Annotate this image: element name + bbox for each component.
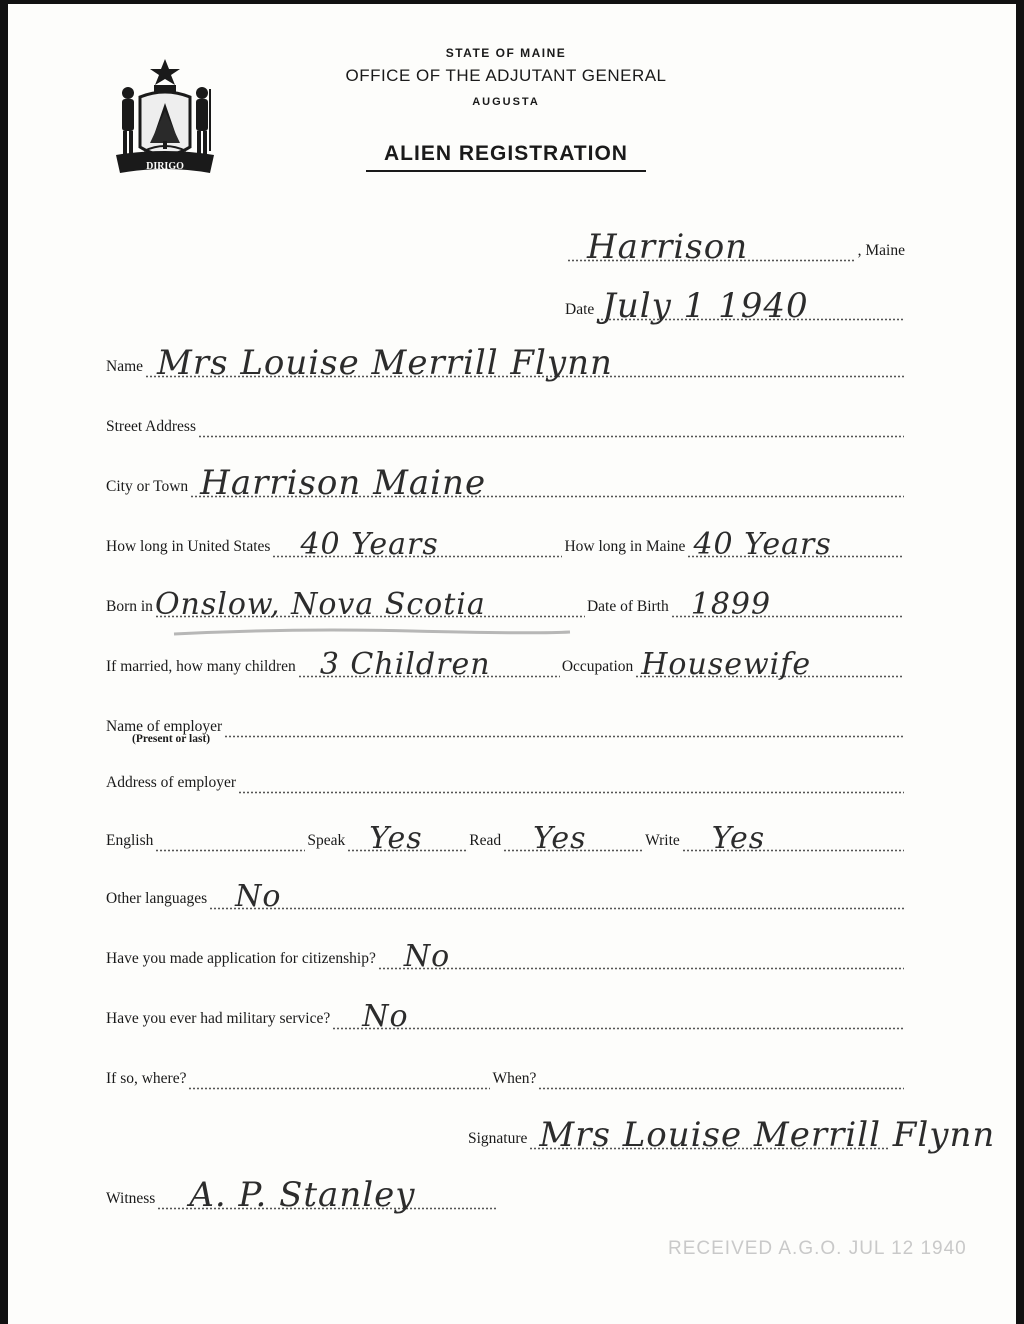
form-title: ALIEN REGISTRATION <box>384 142 628 165</box>
if-so-where-field[interactable] <box>188 1068 490 1090</box>
employer-address-field[interactable] <box>238 772 904 794</box>
pencil-underline <box>172 626 572 638</box>
speak-field[interactable] <box>347 821 467 856</box>
english-field <box>155 830 305 852</box>
town-label: , Maine <box>857 242 905 259</box>
how-long-maine-value: 40 Years <box>693 527 832 562</box>
date-row <box>565 286 905 326</box>
received-stamp: RECEIVED A.G.O. JUL 12 1940 <box>668 1238 967 1259</box>
date-of-birth-field[interactable] <box>671 587 904 622</box>
english-label: English <box>106 832 154 849</box>
witness-value: A. P. Stanley <box>189 1175 416 1215</box>
citizenship-label: Have you made application for citizenship? <box>106 950 376 967</box>
street-address-row <box>106 412 906 438</box>
employer-name-label: Name of employer <box>106 718 223 735</box>
name-row <box>106 343 906 383</box>
city-value: Harrison Maine <box>200 463 487 503</box>
scan-edge-right <box>1016 0 1024 1324</box>
maine-state-seal-icon <box>110 55 220 180</box>
military-row <box>106 999 906 1034</box>
born-in-label: Born in <box>106 598 153 615</box>
city-field[interactable] <box>190 463 904 503</box>
employer-name-row <box>106 712 906 738</box>
witness-row <box>106 1175 498 1215</box>
scan-edge-top <box>0 0 1024 4</box>
read-field[interactable] <box>503 821 643 856</box>
write-label: Write <box>645 832 680 849</box>
title-underline <box>366 170 646 172</box>
date-label: Date <box>565 301 595 318</box>
when-field[interactable] <box>538 1068 904 1090</box>
read-value: Yes <box>533 821 587 856</box>
read-label: Read <box>469 832 502 849</box>
scan-edge-left <box>0 0 8 1324</box>
military-field[interactable] <box>332 999 904 1034</box>
how-long-maine-field[interactable] <box>687 527 904 562</box>
when-label: When? <box>492 1070 537 1087</box>
date-field[interactable] <box>596 286 903 326</box>
children-value: 3 Children <box>319 647 491 682</box>
street-address-label: Street Address <box>106 418 196 435</box>
signature-row <box>468 1115 1008 1155</box>
write-value: Yes <box>711 821 766 856</box>
military-label: Have you ever had military service? <box>106 1010 331 1027</box>
born-in-value: Onslow, Nova Scotia <box>154 587 486 622</box>
citizenship-row <box>106 939 906 974</box>
residence-row <box>106 527 906 562</box>
name-value: Mrs Louise Merrill Flynn <box>157 343 613 383</box>
other-languages-label: Other languages <box>106 890 208 907</box>
english-row <box>106 821 906 856</box>
other-languages-row <box>106 879 906 914</box>
family-row <box>106 647 906 682</box>
town-value: Harrison <box>587 227 749 267</box>
date-of-birth-value: 1899 <box>690 587 772 622</box>
signature-value: Mrs Louise Merrill Flynn <box>539 1115 996 1155</box>
signature-field[interactable] <box>529 1115 996 1155</box>
speak-label: Speak <box>307 832 346 849</box>
witness-field[interactable] <box>157 1175 496 1215</box>
name-field[interactable] <box>145 343 904 383</box>
street-address-field[interactable] <box>198 416 904 438</box>
occupation-field[interactable] <box>635 647 904 682</box>
occupation-value: Housewife <box>641 647 812 682</box>
citizenship-value: No <box>403 939 451 974</box>
employer-address-label: Address of employer <box>106 774 236 791</box>
birth-row <box>106 587 906 622</box>
write-field[interactable] <box>682 821 904 856</box>
how-long-us-value: 40 Years <box>300 527 439 562</box>
occupation-label: Occupation <box>561 658 634 675</box>
date-of-birth-label: Date of Birth <box>586 598 669 615</box>
town-field[interactable] <box>567 227 856 267</box>
speak-value: Yes <box>369 821 423 856</box>
citizenship-field[interactable] <box>378 939 904 974</box>
service-location-row <box>106 1064 906 1090</box>
state-heading: STATE OF MAINE <box>445 46 567 60</box>
how-long-us-label: How long in United States <box>106 538 271 555</box>
born-in-field[interactable] <box>154 587 585 622</box>
town-row <box>565 227 905 267</box>
employer-address-row <box>106 768 906 794</box>
city-heading: AUGUSTA <box>472 96 540 108</box>
city-label: City or Town <box>106 478 189 495</box>
military-value: No <box>362 999 409 1034</box>
children-label: If married, how many children <box>106 658 296 675</box>
date-value: July 1 1940 <box>602 286 809 326</box>
children-field[interactable] <box>298 647 560 682</box>
how-long-maine-label: How long in Maine <box>564 538 686 555</box>
witness-label: Witness <box>106 1190 156 1207</box>
office-heading: OFFICE OF THE ADJUTANT GENERAL <box>345 66 667 85</box>
signature-label: Signature <box>468 1130 528 1147</box>
employer-sublabel: (Present or last) <box>132 733 211 745</box>
other-languages-field[interactable] <box>209 879 904 914</box>
how-long-us-field[interactable] <box>272 527 562 562</box>
other-languages-value: No <box>235 879 282 914</box>
name-label: Name <box>106 358 144 375</box>
if-so-where-label: If so, where? <box>106 1070 187 1087</box>
employer-name-field[interactable] <box>224 716 904 738</box>
city-row <box>106 463 906 503</box>
seal-motto: DIRIGO <box>146 161 184 172</box>
